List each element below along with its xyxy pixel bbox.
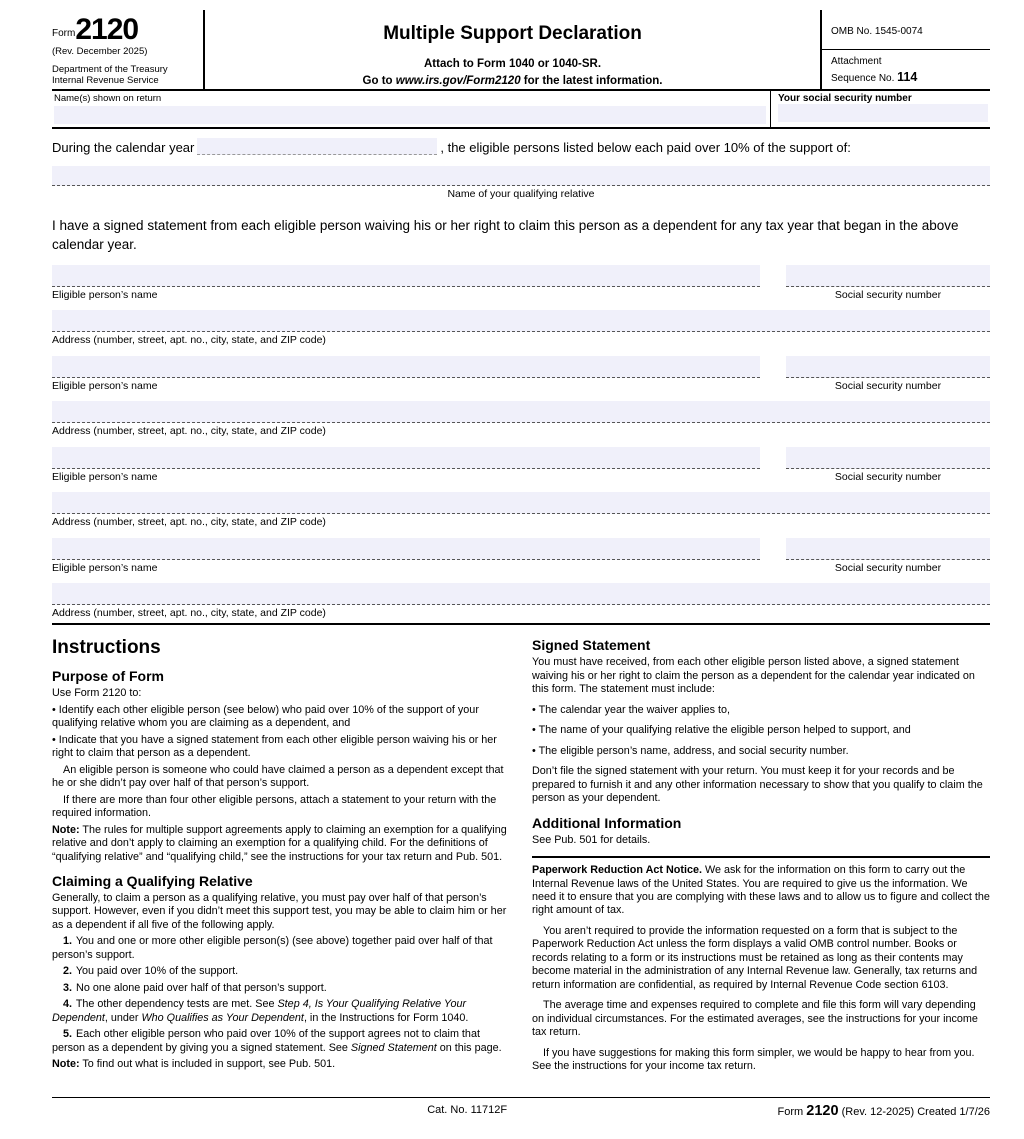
purpose-bullet-1: • Identify each other eligible person (see below) who paid over 10% of the support of your qualifying relative whom you are claiming as a dependent, and bbox=[52, 703, 479, 730]
person-ssn-label: Social security number bbox=[834, 562, 942, 575]
claiming-item-4: 4. The other dependency tests are met. See Step 4, Is Your Qualifying Relative Your Dependent, under Who Qualifies as Your Dependent, in the Instructions for Form 1040. bbox=[52, 998, 469, 1024]
signed-bullet-1: • The calendar year the waiver applies to, bbox=[532, 703, 731, 716]
paperwork-notice: Paperwork Reduction Act Notice. We ask for the information on this form to carry out the Internal Revenue laws of the United States. You are required to give us the information. We need it to ensure that you are complying with these laws and to allow us to figure and collect the right amount of tax. bbox=[532, 864, 990, 917]
more-than-four-note: If there are more than four other eligible persons, attach a statement to your return with the required information. bbox=[52, 793, 497, 820]
eligible-person-definition: An eligible person is someone who could have claimed a person as a dependent except that he or she didn’t pay over half of that person’s support. bbox=[52, 763, 504, 790]
person-3-address-input[interactable] bbox=[52, 492, 990, 514]
person-3-name-input[interactable] bbox=[52, 447, 760, 469]
paperwork-p2: You aren’t required to provide the information requested on a form that is subject to the Paperwork Reduction Act unless the form displays a valid OMB control number. Books or records relating to a form or its instructions must be retained as long as their contents may become material in the administration of any Internal Revenue law. Generally, tax returns and return information are confidential, as required by Internal Revenue Code section 6103. bbox=[532, 924, 978, 991]
signed-bullet-3: • The eligible person’s name, address, and social security number. bbox=[532, 744, 849, 757]
person-1-ssn-input[interactable] bbox=[786, 265, 990, 287]
calendar-year-post: , the eligible persons listed below each paid over 10% of the support of: bbox=[440, 140, 851, 156]
omb-block bbox=[820, 10, 990, 89]
signed-statement-outro: Don’t file the signed statement with your return. You must keep it for your records and be prepared to furnish it and any other information necessary to show that you qualify to claim the person as your dependent. bbox=[532, 765, 983, 805]
eligible-person-block bbox=[52, 447, 990, 528]
irs-url: www.irs.gov/Form2120 bbox=[395, 75, 521, 87]
claiming-item-5: 5. Each other eligible person who paid over 10% of the support agrees not to claim that person as a dependent by giving you a signed statement. See Signed Statement on this page. bbox=[52, 1028, 502, 1054]
calendar-year-line bbox=[52, 138, 990, 155]
catalog-number: Cat. No. 11712F bbox=[427, 1103, 508, 1116]
purpose-heading: Purpose of Form bbox=[52, 668, 165, 685]
revision-date: (Rev. December 2025) bbox=[52, 46, 148, 57]
claiming-intro: Generally, to claim a person as a qualifying relative, you must pay over half of that person’s support. However, even if you didn’t meet this support test, you may be able to claim him or her as a dependent if all five of the following apply. bbox=[52, 892, 507, 931]
form-section-divider bbox=[52, 623, 990, 625]
qualifying-relative-label: Name of your qualifying relative bbox=[447, 188, 595, 201]
person-2-ssn-input[interactable] bbox=[786, 356, 990, 378]
form-header bbox=[52, 10, 990, 91]
eligible-person-block bbox=[52, 356, 990, 437]
signed-bullet-2: • The name of your qualifying relative the eligible person helped to support, and bbox=[532, 724, 911, 737]
person-3-ssn-input[interactable] bbox=[786, 447, 990, 469]
attachment-sequence: Attachment Sequence No. 114 bbox=[822, 49, 990, 89]
page-footer bbox=[52, 1097, 990, 1131]
claiming-item-1: 1. You and one or more other eligible person(s) (see above) together paid over half of that person’s support. bbox=[52, 935, 493, 961]
form-number: 2120 bbox=[75, 13, 139, 46]
person-1-name-input[interactable] bbox=[52, 265, 760, 287]
omb-number: OMB No. 1545-0074 bbox=[831, 26, 923, 37]
note-1: Note: The rules for multiple support agreements apply to claiming an exemption for a qualifying relative and don’t apply to claiming an exemption for a qualifying child. For the definitions of “qualifying relative” and “qualifying child,” see the instructions for your tax return and Pub. 501. bbox=[52, 823, 507, 863]
signed-statement-declaration: I have a signed statement from each eligible person waiving his or her right to claim this person as a dependent for any tax year that began in the above calendar year. bbox=[52, 218, 959, 253]
person-2-name-input[interactable] bbox=[52, 356, 760, 378]
person-1-address-input[interactable] bbox=[52, 310, 990, 332]
person-name-label: Eligible person’s name bbox=[52, 289, 158, 302]
paperwork-divider bbox=[532, 856, 990, 858]
qualifying-relative-input[interactable] bbox=[52, 166, 990, 186]
note-2: Note: To find out what is included in support, see Pub. 501. bbox=[52, 1058, 336, 1071]
person-address-label: Address (number, street, apt. no., city, state, and ZIP code) bbox=[52, 425, 326, 438]
instructions-section bbox=[52, 635, 990, 1081]
person-address-label: Address (number, street, apt. no., city, state, and ZIP code) bbox=[52, 334, 326, 347]
form-word: Form bbox=[52, 28, 76, 39]
title-block bbox=[205, 10, 820, 89]
signed-statement-intro: You must have received, from each other eligible person listed above, a signed statement waiving his or her right to claim the person as a dependent for the calendar year indicated on this form. The statement must include: bbox=[532, 656, 975, 696]
person-ssn-label: Social security number bbox=[834, 289, 942, 302]
person-address-label: Address (number, street, apt. no., city, state, and ZIP code) bbox=[52, 607, 326, 620]
person-4-ssn-input[interactable] bbox=[786, 538, 990, 560]
instructions-right-column bbox=[532, 635, 990, 1081]
your-ssn-cell bbox=[770, 91, 990, 127]
attach-instruction: Attach to Form 1040 or 1040-SR. bbox=[423, 58, 602, 70]
person-ssn-label: Social security number bbox=[834, 380, 942, 393]
names-input[interactable] bbox=[54, 106, 766, 124]
claiming-heading: Claiming a Qualifying Relative bbox=[52, 873, 253, 889]
claiming-item-3: 3. No one alone paid over half of that person’s support. bbox=[63, 981, 327, 994]
eligible-person-block bbox=[52, 538, 990, 619]
additional-info-heading: Additional Information bbox=[532, 814, 682, 831]
person-4-name-input[interactable] bbox=[52, 538, 760, 560]
form-title: Multiple Support Declaration bbox=[383, 23, 642, 44]
names-label: Name(s) shown on return bbox=[54, 93, 162, 105]
agency-block bbox=[52, 64, 197, 86]
person-name-label: Eligible person’s name bbox=[52, 562, 158, 575]
paperwork-p4: If you have suggestions for making this form simpler, we would be happy to hear from you. See the instructions for your income tax return. bbox=[532, 1046, 975, 1073]
person-address-label: Address (number, street, apt. no., city, state, and ZIP code) bbox=[52, 516, 326, 529]
person-ssn-label: Social security number bbox=[834, 471, 942, 484]
claiming-item-2: 2. You paid over 10% of the support. bbox=[63, 965, 239, 978]
calendar-year-pre: During the calendar year bbox=[52, 140, 195, 156]
calendar-year-input[interactable] bbox=[197, 138, 437, 155]
form-id-block bbox=[52, 10, 205, 89]
form-reference: Form 2120 (Rev. 12-2025) Created 1/7/26 bbox=[777, 1102, 990, 1119]
department-name: Department of the Treasury bbox=[52, 64, 168, 75]
goto-instruction: Go to www.irs.gov/Form2120 for the latest information. bbox=[362, 75, 663, 87]
instructions-title: Instructions bbox=[52, 637, 161, 659]
agency-name: Internal Revenue Service bbox=[52, 75, 159, 87]
person-2-address-input[interactable] bbox=[52, 401, 990, 423]
paperwork-p3: The average time and expenses required to complete and file this form will vary depending on individual circumstances. For the estimated averages, see the instructions for your income tax return. bbox=[532, 999, 978, 1039]
names-cell bbox=[52, 91, 770, 127]
your-ssn-label: Your social security number bbox=[778, 93, 912, 105]
person-name-label: Eligible person’s name bbox=[52, 471, 158, 484]
person-4-address-input[interactable] bbox=[52, 583, 990, 605]
purpose-intro: Use Form 2120 to: bbox=[52, 687, 142, 700]
additional-info-text: See Pub. 501 for details. bbox=[532, 833, 651, 846]
instructions-left-column bbox=[52, 635, 510, 1081]
signed-statement-heading: Signed Statement bbox=[532, 637, 651, 654]
sequence-number: 114 bbox=[897, 69, 918, 84]
person-name-label: Eligible person’s name bbox=[52, 380, 158, 393]
your-ssn-input[interactable] bbox=[778, 104, 988, 122]
eligible-person-block bbox=[52, 265, 990, 346]
purpose-bullet-2: • Indicate that you have a signed statement from each other eligible person waiving his or her right to claim that person as a dependent. bbox=[52, 733, 497, 760]
identity-row bbox=[52, 91, 990, 129]
